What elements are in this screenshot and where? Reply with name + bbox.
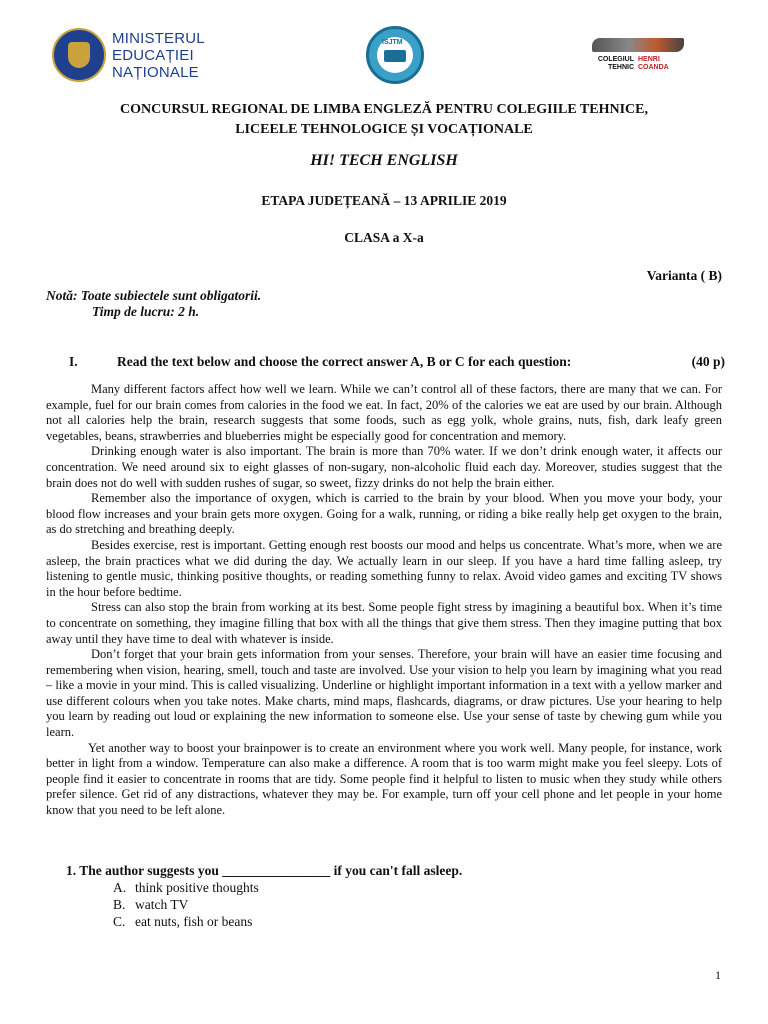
paragraph: Drinking enough water is also important. The brain is more than 70% water. If we don’t drink enough water, it affects our concentration. We need around six to eight glasses of non-sugary, non-alcoholic fluid each day. Moreover, studies suggest that the brain does not do well with sudden rushes of sugar, so sweet, fizzy drinks do not help the brain either.: [46, 444, 722, 490]
section-instruction: Read the text below and choose the correct answer A, B or C for each question:: [117, 354, 572, 369]
section-number: I.: [69, 354, 78, 369]
ministry-logo-line: EDUCAȚIEI: [112, 47, 194, 64]
book-icon: [384, 50, 406, 62]
page-number: 1: [715, 968, 721, 982]
paragraph: Remember also the importance of oxygen, which is carried to the brain by your blood. When you move your body, your blood flow increases and your brain gets more oxygen. Going for a walk, running, or riding a bike really help get oxygen to the brain, as do stretching and breathing deeply.: [46, 491, 722, 537]
option-letter: A.: [113, 880, 127, 895]
paragraph: Stress can also stop the brain from working at its best. Some people fight stress by imagining a beautiful box. When it’s time to concentrate on something, they imagine filling that box with all the things that give them stress. Then they imagine putting that box away until they have time to deal with whatever is inside.: [46, 600, 722, 646]
stage-heading: ETAPA JUDEȚEANĂ – 13 APRILIE 2019: [261, 193, 507, 208]
school-logo-line: TEHNIC: [607, 64, 634, 71]
answer-option: [113, 896, 259, 913]
paragraph: Don’t forget that your brain gets information from your senses. Therefore, your brain will have an easier time focusing and remembering when vision, hearing, smell, touch and taste are involved. Use your vision to help you learn by imagining what you read – like a movie in your mind. This is called visualizing. Underline or highlight important information in a text with a yellow marker and use different colours when you take notes. Make charts, mind maps, flashcards, diagrams, or draw pictures. Use your hearing to help you learn by reading out loud or explaining the new information to someone else. Use your sense of taste by chewing gum while you learn.: [46, 647, 722, 740]
option-text: think positive thoughts: [135, 880, 259, 895]
section-points: (40 p): [691, 354, 725, 369]
option-text: watch TV: [135, 897, 189, 912]
paragraph: Besides exercise, rest is important. Getting enough rest boosts our mood and helps us concentrate. What’s more, when we are asleep, the brain practices what we did during the day. We actually learn in our sleep. If you have a hard time falling asleep, try listening to gentle music, thinking positive thoughts, or reading something funny to relax. Avoid video games and exciting TV shows in the hour before bedtime.: [46, 537, 722, 599]
isjtm-logo: [362, 26, 430, 84]
isjtm-logo-text: ISJTM: [382, 39, 403, 46]
school-logo-line: HENRI: [638, 56, 660, 63]
paragraph: Yet another way to boost your brainpower is to create an environment where you work well. Many people, for instance, work better in light from a window. Temperature can also make a difference. A room that is too warm might make you feel sleepy. Lots of people find it easier to concentrate in rooms that are tidy. Some people find it helpful to listen to music when they study while others prefer silence. Get rid of any distractions, whatever they may be. For example, turn off your cell phone and let people in your home know that you need to be left alone.: [46, 740, 722, 818]
school-logo-line: COANDA: [638, 64, 669, 71]
answer-options: [113, 879, 259, 930]
option-letter: C.: [113, 914, 126, 929]
reading-text: [46, 382, 722, 819]
question-1: 1. The author suggests you ________________ if you can't fall asleep.: [66, 863, 463, 878]
note-text: Notă: Toate subiectele sunt obligatorii.: [46, 288, 262, 303]
answer-option: [113, 913, 259, 930]
grade-heading: CLASA a X-a: [344, 230, 424, 245]
contest-title-line: LICEELE TEHNOLOGICE ȘI VOCAȚIONALE: [235, 122, 533, 137]
time-limit-text: Timp de lucru: 2 h.: [92, 304, 200, 319]
answer-option: [113, 879, 259, 896]
ministry-logo-line: MINISTERUL: [112, 30, 205, 47]
contest-title-line: CONCURSUL REGIONAL DE LIMBA ENGLEZĂ PENTRU COLEGIILE TEHNICE,: [120, 102, 648, 117]
ministry-seal-icon: [52, 28, 106, 82]
ministry-logo-line: NAȚIONALE: [112, 64, 199, 81]
school-logo-line: COLEGIUL: [597, 56, 634, 63]
school-logo: [588, 36, 688, 84]
ministry-logo: [52, 28, 212, 84]
variant-label: Varianta ( B): [646, 268, 722, 283]
paragraph: Many different factors affect how well we learn. While we can’t control all of these factors, there are many that we can. For example, fuel for our brain comes from calories in the food we eat. In fact, 20% of the calories we eat are used by our brain. Although not all calories help the brain, research suggests that some foods, such as egg yolk, whole grains, nuts, fish, dark leafy green vegetables, beans, strawberries and blueberries might be especially good for concentration and memory.: [46, 382, 722, 443]
airplane-icon: [592, 38, 684, 52]
option-text: eat nuts, fish or beans: [135, 914, 253, 929]
option-letter: B.: [113, 897, 126, 912]
page-title: HI! TECH ENGLISH: [310, 152, 458, 169]
contest-title: [0, 100, 768, 140]
